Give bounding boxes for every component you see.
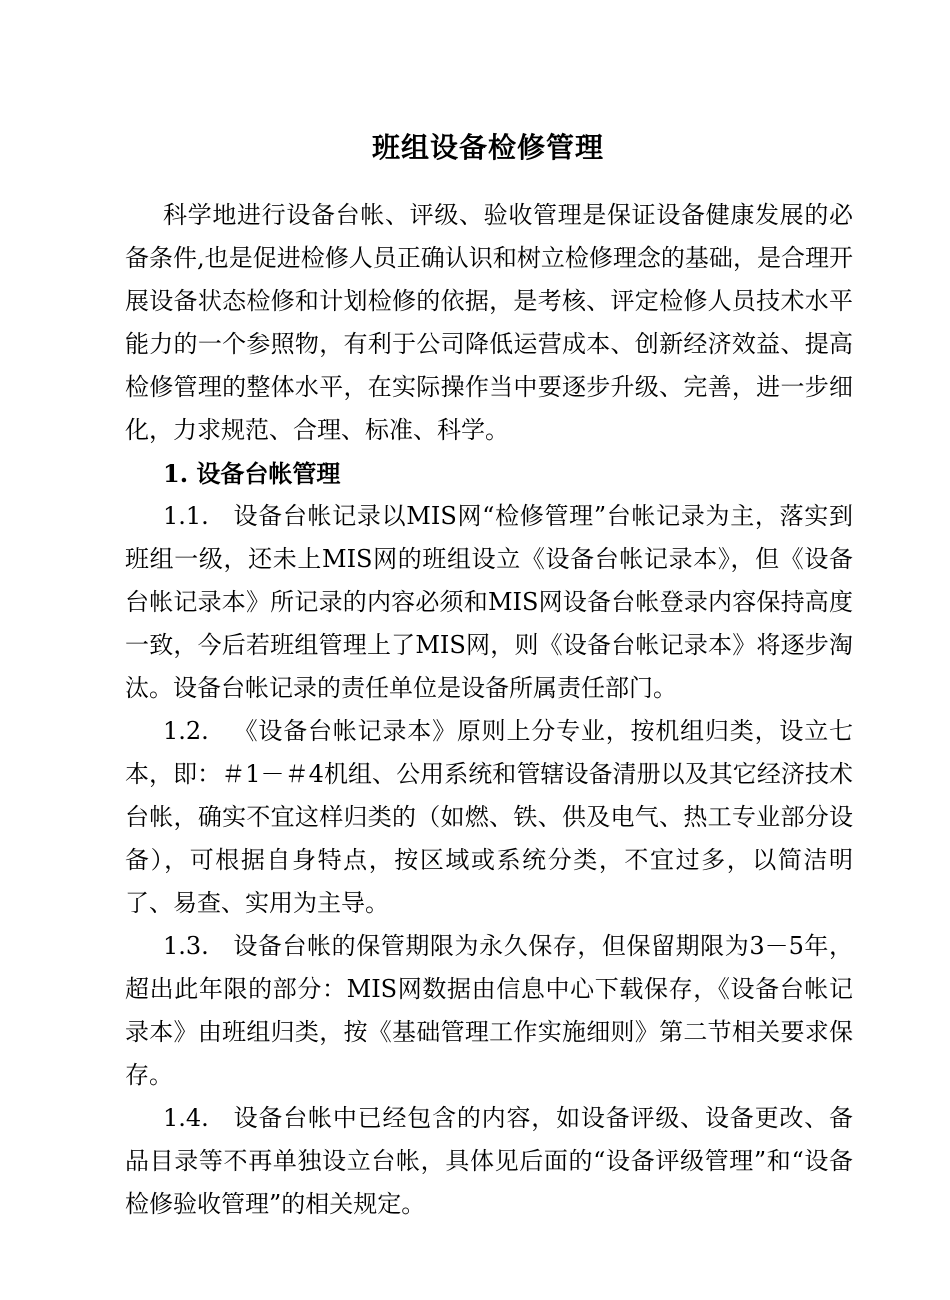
document-title: 班组设备检修管理 bbox=[371, 131, 604, 164]
section-heading-text: 1. 设备台帐管理 bbox=[163, 459, 341, 488]
clause-number: 1.4. bbox=[163, 1104, 209, 1132]
document-body bbox=[125, 194, 853, 1226]
clause-text: 设备台帐的保管期限为永久保存，但保留期限为3－5年，超出此年限的部分：MIS网数据由信息中心下载保存，《设备台帐记录本》由班组归类，按《基础管理工作实施细则》第二节相关要求保存。 bbox=[125, 932, 853, 1089]
paragraph-text: 科学地进行设备台帐、评级、验收管理是保证设备健康发展的必备条件,也是促进检修人员正确认识和树立检修理念的基础，是合理开展设备状态检修和计划检修的依据，是考核、评定检修人员技术水平能力的一个参照物，有利于公司降低运营成本、创新经济效益、提高检修管理的整体水平，在实际操作当中要逐步升级、完善，进一步细化，力求规范、合理、标准、科学。 bbox=[125, 201, 853, 444]
clause-1-3 bbox=[125, 925, 853, 1097]
clause-1-2 bbox=[125, 710, 853, 925]
section-heading bbox=[125, 452, 853, 495]
clause-text: 设备台帐记录以MIS网“检修管理”台帐记录为主，落实到班组一级，还未上MIS网的班组设立《设备台帐记录本》，但《设备台帐记录本》所记录的内容必须和MIS网设备台帐登录内容保持高度一致，今后若班组管理上了MIS网，则《设备台帐记录本》将逐步淘汰。设备台帐记录的责任单位是设备所属责任部门。 bbox=[125, 502, 853, 702]
clause-1-4 bbox=[125, 1097, 853, 1226]
clause-number: 1.1. bbox=[163, 502, 209, 530]
clause-text: 设备台帐中已经包含的内容，如设备评级、设备更改、备品目录等不再单独设立台帐，具体见后面的“设备评级管理”和“设备检修验收管理”的相关规定。 bbox=[125, 1104, 853, 1218]
clause-1-1 bbox=[125, 495, 853, 710]
clause-text: 《设备台帐记录本》原则上分专业，按机组归类，设立七本，即：＃1－＃4机组、公用系统和管辖设备清册以及其它经济技术台帐，确实不宜这样归类的（如燃、铁、供及电气、热工专业部分设备），可根据自身特点，按区域或系统分类，不宜过多，以简洁明了、易查、实用为主导。 bbox=[125, 717, 853, 917]
clause-number: 1.3. bbox=[163, 932, 209, 960]
intro-paragraph bbox=[125, 194, 853, 452]
clause-number: 1.2. bbox=[163, 717, 209, 745]
